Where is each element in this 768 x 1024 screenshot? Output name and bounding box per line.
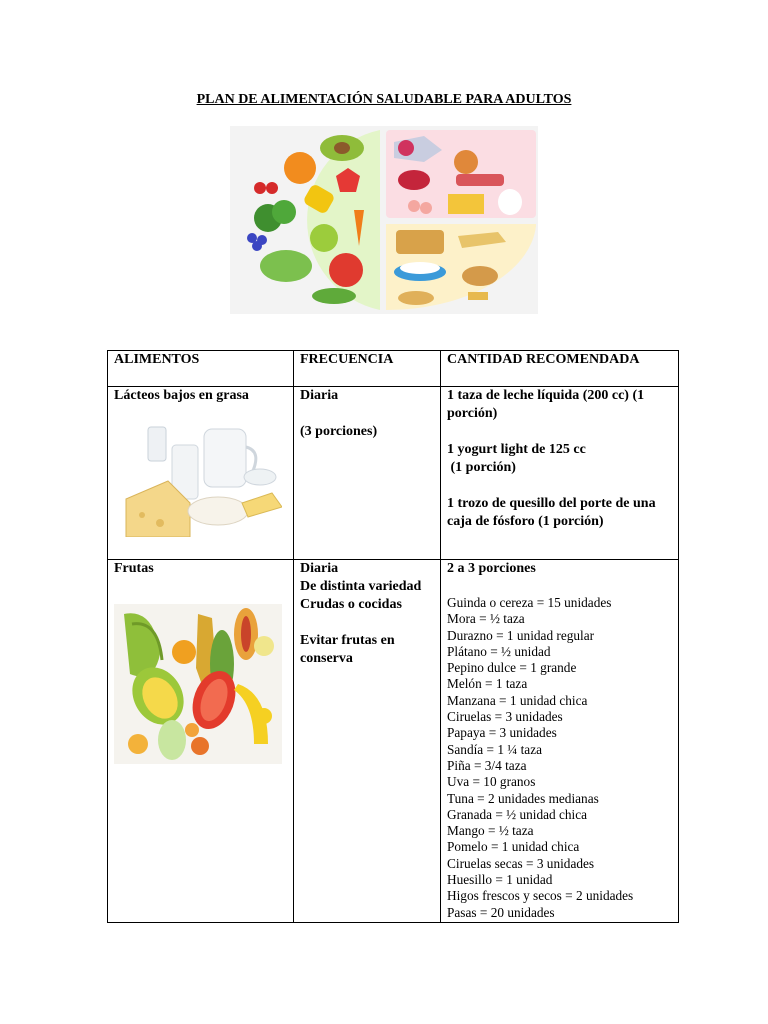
header-frecuencia: FRECUENCIA — [294, 351, 441, 387]
list-item: Melón = 1 taza — [447, 676, 528, 692]
header-alimentos: ALIMENTOS — [108, 351, 294, 387]
list-item: Uva = 10 granos — [447, 774, 536, 790]
healthy-plate-illustration — [230, 126, 538, 314]
table-row — [108, 560, 679, 923]
frequency-line: Crudas o cocidas — [300, 597, 402, 612]
list-item: Durazno = 1 unidad regular — [447, 627, 595, 643]
document-title: PLAN DE ALIMENTACIÓN SALUDABLE PARA ADULTOS — [196, 92, 572, 107]
list-item: Manzana = 1 unidad chica — [447, 692, 588, 708]
amount-line: 1 taza de leche líquida (200 cc) (1 porción) — [447, 388, 645, 421]
amount-line: (1 porción) — [447, 460, 516, 475]
list-item: Plátano = ½ unidad — [447, 643, 551, 659]
list-item: Mora = ½ taza — [447, 611, 525, 627]
list-item: Pomelo = 1 unidad chica — [447, 839, 580, 855]
list-item: Granada = ½ unidad chica — [447, 806, 588, 822]
fruit-portion-list — [447, 595, 672, 921]
food-cell — [108, 387, 294, 560]
list-item: Huesillo = 1 unidad — [447, 872, 553, 888]
food-cell — [108, 560, 294, 923]
list-item: Tuna = 2 unidades medianas — [447, 790, 599, 806]
food-name: Lácteos bajos en grasa — [114, 388, 249, 403]
list-item: Ciruelas secas = 3 unidades — [447, 855, 595, 871]
table-row — [108, 387, 679, 560]
header-cantidad: CANTIDAD RECOMENDADA — [441, 351, 679, 387]
diet-plan-table — [107, 350, 679, 923]
amount-line: 1 yogurt light de 125 cc — [447, 442, 586, 457]
fruits-image — [114, 604, 282, 764]
frequency-line: Evitar frutas en conserva — [300, 633, 395, 666]
amount-line: 1 trozo de quesillo del porte de una caja de fósforo (1 porción) — [447, 496, 656, 529]
list-item: Higos frescos y secos = 2 unidades — [447, 888, 634, 904]
frequency-line: Diaria — [300, 561, 339, 576]
list-item: Guinda o cereza = 15 unidades — [447, 595, 612, 610]
amount-cell — [441, 560, 679, 923]
frequency-cell — [294, 387, 441, 560]
frequency-line: (3 porciones) — [300, 424, 378, 439]
list-item: Papaya = 3 unidades — [447, 725, 557, 741]
frequency-line: Diaria — [300, 388, 339, 403]
amount-cell — [441, 387, 679, 560]
amount-heading: 2 a 3 porciones — [447, 561, 536, 576]
dairy-products-image — [114, 419, 282, 537]
list-item: Mango = ½ taza — [447, 823, 534, 839]
list-item: Piña = 3/4 taza — [447, 757, 527, 773]
list-item: Pasas = 20 unidades — [447, 904, 555, 920]
table-header-row — [108, 351, 679, 387]
frequency-cell — [294, 560, 441, 923]
food-name: Frutas — [114, 561, 154, 576]
list-item: Sandía = 1 ¼ taza — [447, 741, 543, 757]
list-item: Pepino dulce = 1 grande — [447, 660, 577, 676]
list-item: Ciruelas = 3 unidades — [447, 709, 563, 725]
frequency-line: De distinta variedad — [300, 579, 422, 594]
